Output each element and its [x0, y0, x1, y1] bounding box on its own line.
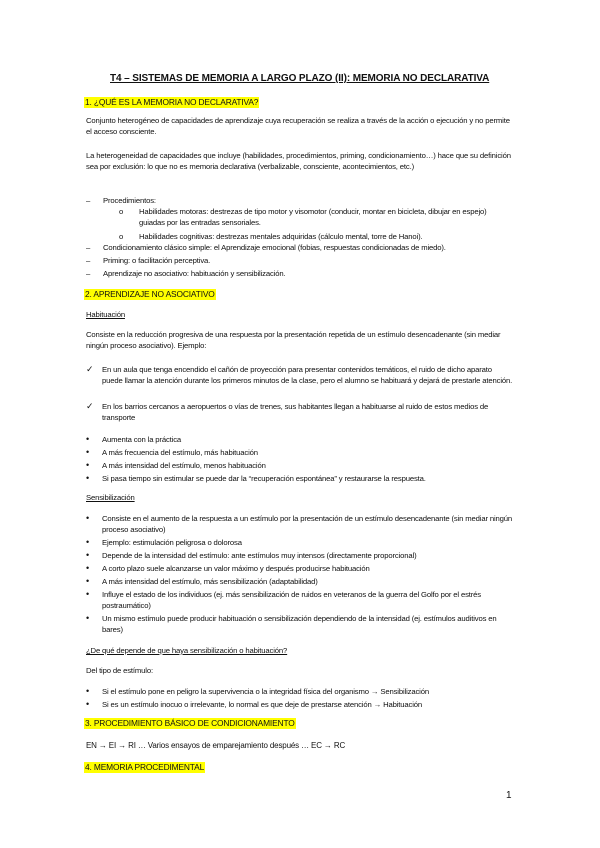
page-number: 1 [506, 790, 512, 801]
bullet-icon: • [86, 686, 90, 696]
dash-bullet-icon: – [86, 269, 91, 278]
paragraph-definition: Conjunto heterogéneo de capacidades de aprendizaje cuya recuperación se realiza a través de la acción o ejecución y no permite el acceso consciente. [86, 116, 510, 136]
section-heading-4: 4. MEMORIA PROCEDIMENTAL [85, 762, 205, 772]
bullet-icon: • [86, 550, 90, 560]
list-item: Un mismo estímulo puede producir habituación o sensibilización dependiendo de la intensidad (ej. estímulos auditivos en bares) [102, 614, 497, 634]
list-item-asociativo: Aprendizaje no asociativo: habituación y sensibilización. [103, 269, 286, 278]
page-title: T4 – SISTEMAS DE MEMORIA A LARGO PLAZO (II): MEMORIA NO DECLARATIVA [110, 73, 490, 84]
list-item: Si el estímulo pone en peligro la supervivencia o la integridad física del organismo → Sensibilización [102, 687, 429, 696]
list-item: Aumenta con la práctica [102, 435, 182, 444]
section-heading-3: 3. PROCEDIMIENTO BÁSICO DE CONDICIONAMIENTO [85, 718, 295, 728]
subheading-sensibilizacion: Sensibilización [86, 493, 135, 502]
example-aula: En un aula que tenga encendido el cañón de proyección para presentar contenidos temáticos, el ruido de dicho aparato puede llamar la atención durante los primeros minutos de la clase, pero el alumno se habituará y dejará de prestarle atención. [102, 365, 513, 385]
bullet-icon: • [86, 699, 90, 709]
list-item: Depende de la intensidad del estímulo: ante estímulos muy intensos (directamente proporcional) [102, 551, 417, 560]
list-item: A más frecuencia del estímulo, más habituación [102, 448, 258, 457]
list-item-priming: Priming: o facilitación perceptiva. [103, 256, 211, 265]
dash-bullet-icon: – [86, 196, 91, 205]
dash-bullet-icon: – [86, 256, 91, 265]
list-item-cognitivas: Habilidades cognitivas: destrezas mentales adquiridas (cálculo mental, torre de Hanoi). [139, 232, 423, 241]
list-item: Si es un estímulo inocuo o irrelevante, lo normal es que deje de prestarse atención → Habituación [102, 700, 423, 709]
list-item: Ejemplo: estimulación peligrosa o dolorosa [102, 538, 242, 547]
list-item: A corto plazo suele alcanzarse un valor máximo y después producirse habituación [102, 564, 370, 573]
question-heading: ¿De qué depende de que haya sensibilización o habituación? [86, 646, 288, 655]
conditioning-formula: EN → EI → RI … Varios ensayos de emparejamiento después … EC → RC [86, 741, 346, 750]
bullet-icon: • [86, 537, 90, 547]
list-item: Si pasa tiempo sin estimular se puede dar la “recuperación espontánea” y restaurarse la respuesta. [102, 474, 426, 483]
bullet-icon: • [86, 563, 90, 573]
list-item: A más intensidad del estímulo, más sensibilización (adaptabilidad) [102, 577, 318, 586]
paragraph-tipo: Del tipo de estímulo: [86, 666, 153, 675]
bullet-icon: • [86, 513, 90, 523]
example-aeropuertos: En los barrios cercanos a aeropuertos o vías de trenes, sus habitantes llegan a habituarse al ruido de estos medios de transporte [102, 402, 489, 422]
list-item: A más intensidad del estímulo, menos habituación [102, 461, 266, 470]
bullet-icon: • [86, 576, 90, 586]
subheading-habituacion: Habituación [86, 310, 125, 319]
paragraph-heterogeneity: La heterogeneidad de capacidades que incluye (habilidades, procedimientos, priming, condicionamiento…) hace que su definición sea por exclusión: lo que no es memoria declarativa (verbalizable, consciente, acontecimientos, etc.) [86, 151, 511, 171]
circle-bullet-icon: o [119, 207, 124, 216]
circle-bullet-icon: o [119, 232, 124, 241]
paragraph-habituacion: Consiste en la reducción progresiva de una respuesta por la presentación repetida de un estímulo desencadenante (sin mediar ningún proceso asociativo). Ejemplo: [86, 330, 501, 350]
section-heading-2: 2. APRENDIZAJE NO ASOCIATIVO [85, 289, 215, 299]
section-heading-1: 1. ¿QUÉ ES LA MEMORIA NO DECLARATIVA? [85, 97, 259, 107]
check-icon: ✓ [86, 401, 94, 411]
bullet-icon: • [86, 447, 90, 457]
list-item-procedimientos: Procedimientos: [103, 196, 156, 205]
bullet-icon: • [86, 613, 90, 623]
bullet-icon: • [86, 589, 90, 599]
bullet-icon: • [86, 460, 90, 470]
list-item: Influye el estado de los individuos (ej. más sensibilización de ruidos en veteranos de la guerra del Golfo por el estrés postraumático) [102, 590, 481, 610]
bullet-icon: • [86, 473, 90, 483]
check-icon: ✓ [86, 364, 94, 374]
dash-bullet-icon: – [86, 243, 91, 252]
bullet-icon: • [86, 434, 90, 444]
list-item-condicionamiento: Condicionamiento clásico simple: el Aprendizaje emocional (fobias, respuestas condicionadas de miedo). [103, 243, 446, 252]
list-item-motoras: Habilidades motoras: destrezas de tipo motor y visomotor (conducir, montar en bicicleta, dibujar en espejo) guiadas por las entradas sensoriales. [139, 207, 487, 227]
list-item: Consiste en el aumento de la respuesta a un estímulo por la presentación de un estímulo desencadenante (sin mediar ningún proceso asociativo) [102, 514, 513, 534]
